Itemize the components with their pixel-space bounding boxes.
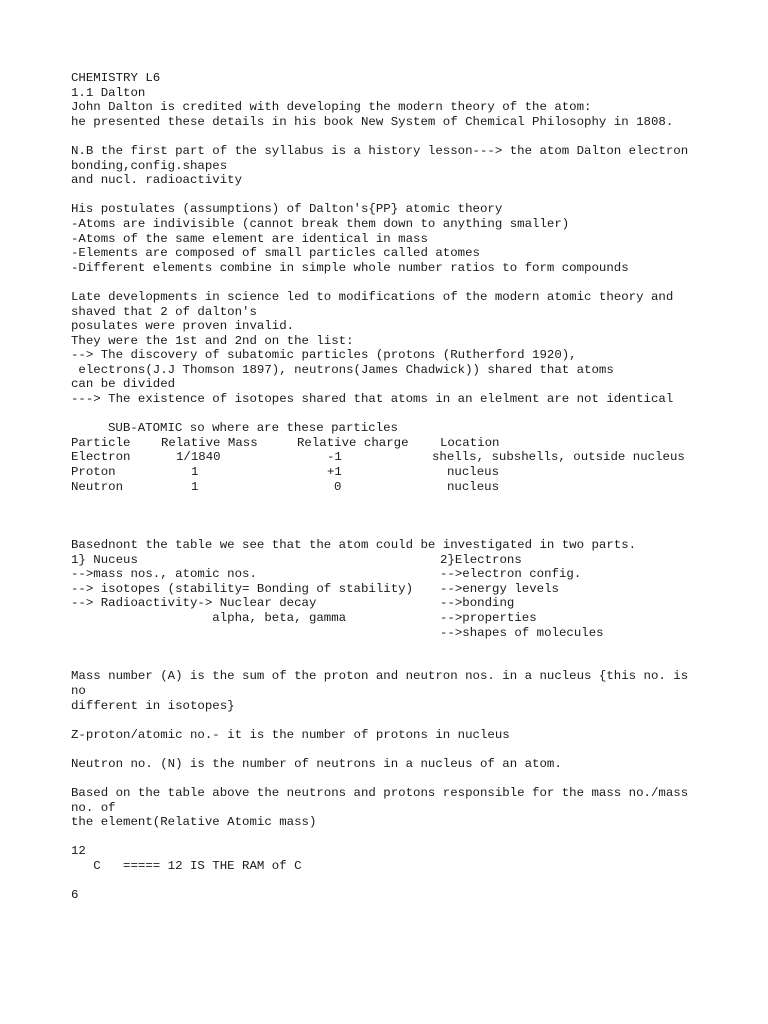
nucleus-item: --> Radioactivity-> Nuclear decay (71, 596, 317, 611)
postulate-item: -Atoms are indivisible (cannot break them down to anything smaller) (71, 216, 570, 231)
nucleus-item: --> isotopes (stability= Bonding of stability) (71, 581, 414, 596)
electrons-item: -->energy levels (440, 581, 559, 596)
subatomic-table (71, 421, 711, 494)
two-parts-columns (71, 553, 711, 641)
developments-line: posulates were proven invalid. (71, 319, 295, 334)
table-row (71, 450, 711, 465)
electrons-item: 2}Electrons (440, 552, 522, 567)
nb-line: N.B the first part of the syllabus is a history lesson---> the atom Dalton electron (71, 143, 689, 158)
table-header: Location (440, 435, 500, 450)
two-parts-intro: Basednont the table we see that the atom could be investigated in two parts. (71, 538, 637, 553)
table-cell: nucleus (447, 465, 500, 480)
nb-line: and nucl. radioactivity (71, 173, 243, 188)
mass-number-line: Mass number (A) is the sum of the proton and neutron nos. in a nucleus {this no. is (71, 669, 689, 684)
developments-line: electrons(J.J Thomson 1897), neutrons(James Chadwick)) shared that atoms (71, 362, 614, 377)
table-header: Relative Mass (161, 435, 258, 450)
two-parts-row (71, 582, 711, 597)
postulate-item: -Different elements combine in simple whole number ratios to form compounds (71, 260, 629, 275)
table-header: Particle (71, 435, 131, 450)
nb-line: bonding,config.shapes (71, 158, 228, 173)
developments-line: They were the 1st and 2nd on the list: (71, 333, 354, 348)
notation-symbol-line: C ===== 12 IS THE RAM of C (71, 859, 302, 874)
electrons-item: -->electron config. (440, 567, 582, 582)
table-cell: Proton (71, 465, 116, 480)
based-table-line: Based on the table above the neutrons and protons responsible for the mass no./mass (71, 786, 689, 801)
two-parts-row (71, 611, 711, 626)
table-header-row (71, 436, 711, 451)
developments-line: Late developments in science led to modifications of the modern atomic theory and (71, 289, 674, 304)
postulate-item: -Elements are composed of small particles called atomes (71, 246, 480, 261)
table-cell: shells, subshells, outside nucleus (432, 450, 685, 465)
developments-line: --> The discovery of subatomic particles (protons (Rutherford 1920), (71, 348, 577, 363)
postulate-item: -Atoms of the same element are identical in mass (71, 231, 428, 246)
nucleus-item: alpha, beta, gamma (71, 610, 347, 625)
table-header: Relative charge (297, 435, 409, 450)
neutron-number-line: Neutron no. (N) is the number of neutrons in a nucleus of an atom. (71, 756, 562, 771)
based-table-line: no. of (71, 800, 116, 815)
atomic-number-line: Z-proton/atomic no.- it is the number of protons in nucleus (71, 727, 510, 742)
table-cell: 1 (191, 465, 199, 480)
table-cell: 0 (334, 479, 342, 494)
table-title-row (71, 421, 711, 436)
intro-line: John Dalton is credited with developing the modern theory of the atom: (71, 100, 592, 115)
table-cell: -1 (327, 450, 342, 465)
table-cell: Neutron (71, 479, 124, 494)
table-row (71, 465, 711, 480)
postulates-heading: His postulates (assumptions) of Dalton's{PP} atomic theory (71, 202, 503, 217)
intro-line: he presented these details in his book New System of Chemical Philosophy in 1808. (71, 114, 674, 129)
developments-line: shaved that 2 of dalton's (71, 304, 257, 319)
developments-line: can be divided (71, 377, 176, 392)
table-title: SUB-ATOMIC so where are these particles (108, 421, 398, 436)
mass-number-line: no (71, 683, 86, 698)
notation-atomic-number: 6 (71, 888, 79, 903)
two-parts-row (71, 626, 711, 641)
electrons-item: -->properties (440, 610, 537, 625)
notation-mass-number: 12 (71, 844, 86, 859)
developments-line: ---> The existence of isotopes shared that atoms in an elelment are not identical (71, 392, 674, 407)
table-cell: nucleus (447, 479, 500, 494)
electrons-item: -->shapes of molecules (440, 625, 604, 640)
table-cell: +1 (327, 465, 342, 480)
course-title: CHEMISTRY L6 (71, 71, 161, 85)
two-parts-row (71, 553, 711, 568)
two-parts-row (71, 567, 711, 582)
nucleus-item: -->mass nos., atomic nos. (71, 567, 257, 582)
table-cell: 1/1840 (176, 450, 221, 465)
document-body (71, 71, 711, 903)
mass-number-line: different in isotopes} (71, 698, 235, 713)
table-cell: Electron (71, 450, 131, 465)
nucleus-item: 1} Nuceus (71, 552, 138, 567)
two-parts-row (71, 596, 711, 611)
based-table-line: the element(Relative Atomic mass) (71, 815, 317, 830)
table-cell: 1 (191, 479, 199, 494)
table-row (71, 480, 711, 495)
electrons-item: -->bonding (440, 596, 515, 611)
section-title: 1.1 Dalton (71, 85, 146, 100)
